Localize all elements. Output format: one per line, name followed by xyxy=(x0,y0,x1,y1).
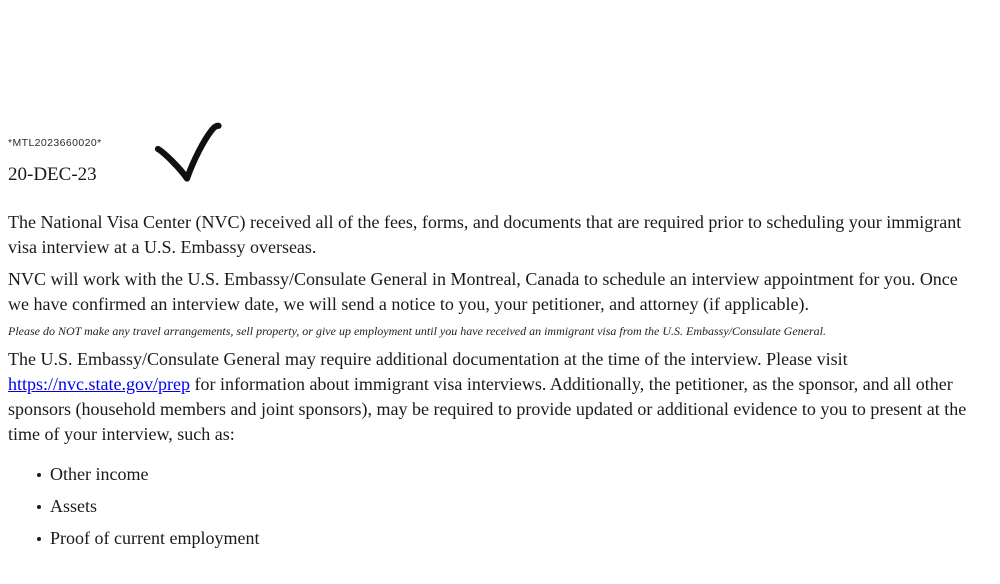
bullet-icon xyxy=(37,473,41,477)
travel-warning-note: Please do NOT make any travel arrangements, sell property, or give up employment until you have received an immigrant visa from the U.S. Embassy/Consulate General. xyxy=(8,324,826,338)
list-item-proof-of-employment xyxy=(50,526,978,551)
letter-body xyxy=(8,210,978,558)
list-item-label: Assets xyxy=(50,496,98,516)
paragraph-additional-documentation xyxy=(8,347,978,447)
paragraph-text-before-link: The U.S. Embassy/Consulate General may require additional documentation at the time of the interview. Please visit xyxy=(8,349,848,369)
paragraph-interview-scheduling: NVC will work with the U.S. Embassy/Consulate General in Montreal, Canada to schedule an interview appointment for you. Once we have confirmed an interview date, we will send a notice to you, your petitioner, and attorney (if applicable). xyxy=(8,269,958,314)
bullet-icon xyxy=(37,537,41,541)
letter-date: 20-DEC-23 xyxy=(8,164,97,185)
paragraph-text-after-link: for information about immigrant visa interviews. Additionally, the petitioner, as the sponsor, and all other sponsors (household members and joint sponsors), may be required to provide updated or additional evidence to you to present at the time of your interview, such as: xyxy=(8,374,967,444)
handwritten-checkmark-icon xyxy=(150,116,226,186)
paragraph-fees-received: The National Visa Center (NVC) received all of the fees, forms, and documents that are required prior to scheduling your immigrant visa interview at a U.S. Embassy overseas. xyxy=(8,212,962,257)
bullet-icon xyxy=(37,505,41,509)
list-item-assets xyxy=(50,494,978,519)
list-item-label: Proof of current employment xyxy=(50,528,260,548)
nvc-prep-link[interactable]: https://nvc.state.gov/prep xyxy=(8,374,190,394)
evidence-list xyxy=(8,462,978,551)
list-item-label: Other income xyxy=(50,464,149,484)
list-item-other-income xyxy=(50,462,978,487)
case-reference-code: *MTL2023660020* xyxy=(8,137,102,149)
